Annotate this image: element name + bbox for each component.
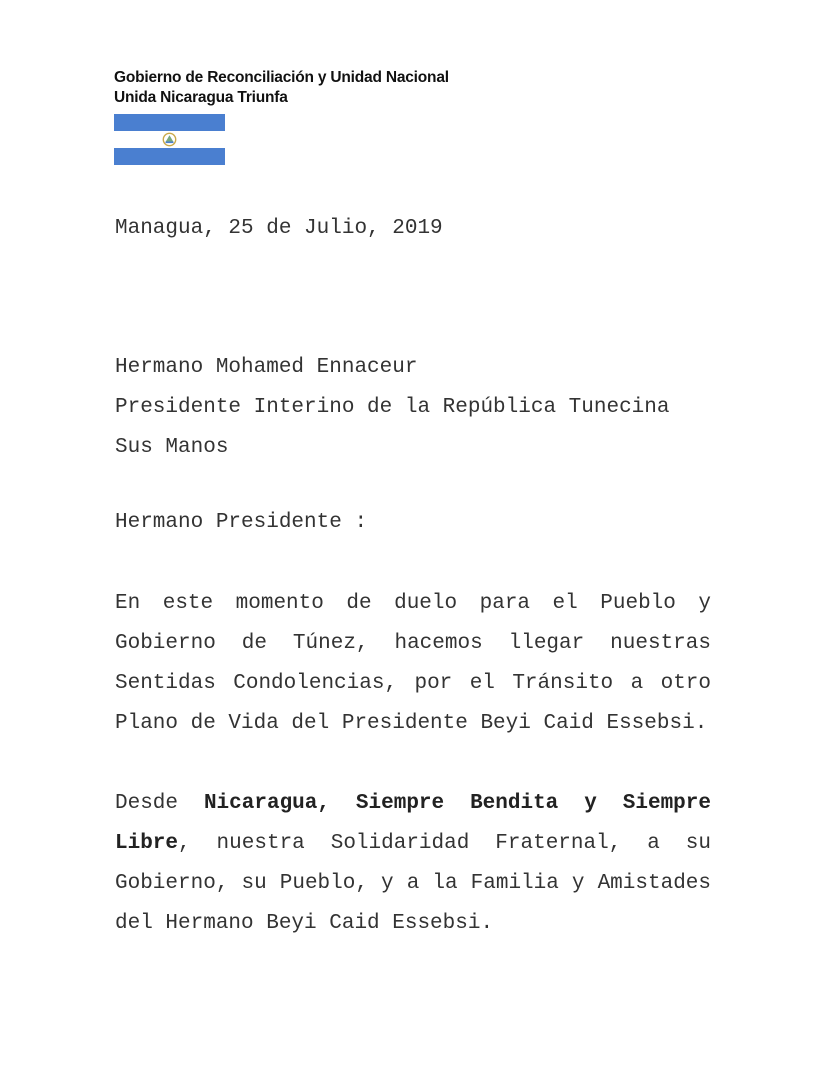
flag-top-stripe [114, 114, 225, 131]
paragraph-line [115, 824, 711, 864]
recipient-block [115, 348, 670, 468]
paragraph-line: Gobierno, su Pueblo, y a la Familia y Amistades [115, 872, 711, 895]
paragraph-bold-text: Nicaragua, Siempre Bendita y Siempre [203, 792, 711, 815]
recipient-closing: Sus Manos [115, 436, 229, 459]
salutation: Hermano Presidente : [115, 511, 368, 534]
flag-bottom-stripe [114, 148, 225, 165]
paragraph-line [115, 784, 711, 824]
paragraph-line: Sentidas Condolencias, por el Tránsito a otro [115, 672, 711, 695]
paragraph-bold-text: Libre [115, 832, 179, 855]
paragraph-text: Desde [115, 792, 204, 815]
paragraph-line: Gobierno de Túnez, hacemos llegar nuestras [115, 632, 711, 655]
recipient-name: Hermano Mohamed Ennaceur [115, 356, 418, 379]
letterhead-government-name: Gobierno de Reconciliación y Unidad Nacional [114, 69, 449, 86]
paragraph-line: En este momento de duelo para el Pueblo y [115, 592, 711, 615]
letterhead-slogan: Unida Nicaragua Triunfa [114, 89, 288, 106]
letter-date: Managua, 25 de Julio, 2019 [115, 217, 443, 240]
nicaragua-flag-icon [114, 114, 225, 165]
paragraph-line: Plano de Vida del Presidente Beyi Caid Essebsi. [115, 712, 708, 735]
paragraph-line: del Hermano Beyi Caid Essebsi. [115, 912, 494, 935]
body-paragraph-1 [115, 584, 711, 744]
paragraph-text: , nuestra Solidaridad Fraternal, a su [178, 832, 711, 855]
recipient-title: Presidente Interino de la República Tunecina [115, 396, 670, 419]
body-paragraph-2 [115, 784, 711, 944]
letterhead [114, 68, 449, 108]
